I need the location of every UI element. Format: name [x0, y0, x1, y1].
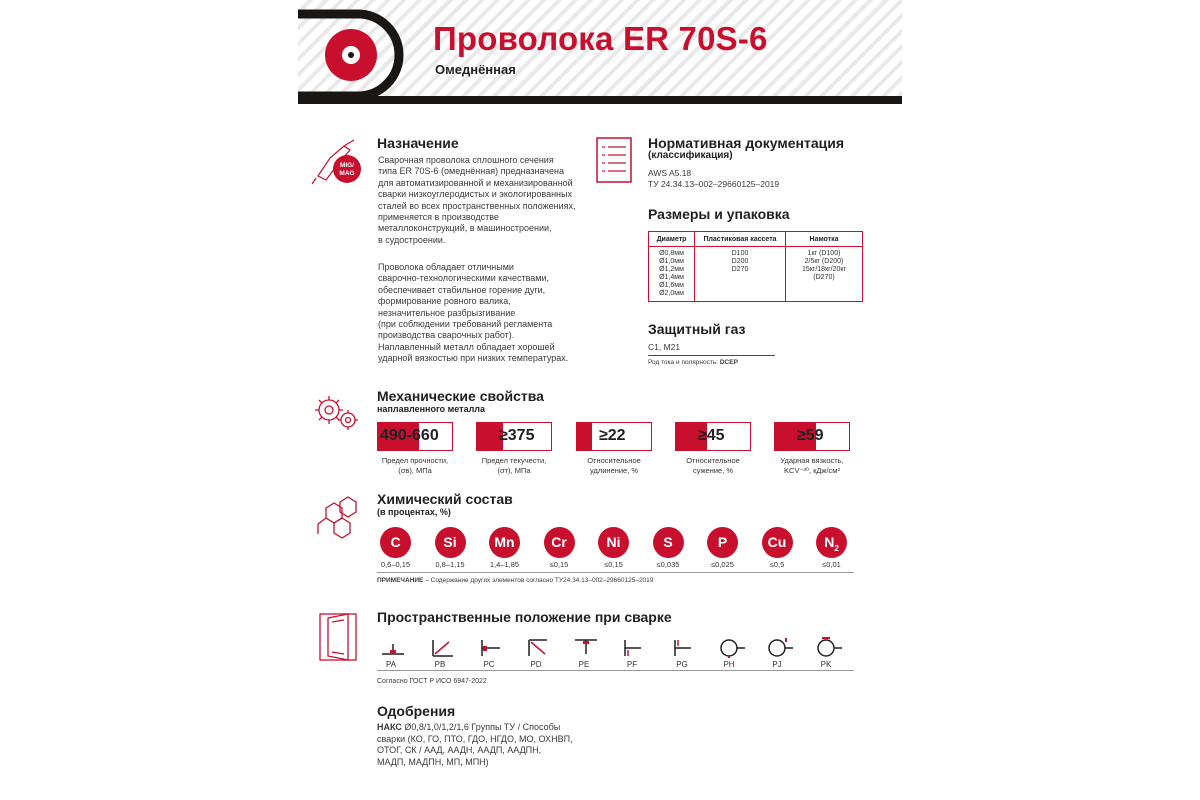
mech-label: Предел текучести, (σт), МПа — [481, 456, 547, 475]
mech-value-box — [774, 422, 850, 451]
mech-label: Предел прочности, (σв), МПа — [381, 456, 449, 475]
datasheet-page — [298, 0, 902, 800]
packaging-table — [648, 231, 863, 302]
chemistry-title: Химический состав — [377, 491, 513, 507]
element-circle-p — [707, 527, 738, 558]
element-value: ≤0,01 — [822, 560, 841, 569]
purpose-paragraph-1: Сварочная проволока сплошного сечения типа ER 70S-6 (омеднённая) предназначена для автоматизированной и механизированной сварки низкоуглеродистых и экологированных сталей во всех пространственных положениях, применяется в производстве металлоконструкций, в машиностроении, в судостроении. — [378, 155, 576, 245]
polarity-line: Род тока и полярность: DCEP — [648, 359, 738, 366]
position-pa-icon — [378, 636, 408, 658]
element-value: 1,4–1,85 — [489, 560, 520, 569]
diameters-cell: Ø0,8мм Ø1,0мм Ø1,2мм Ø1,4мм Ø1,6мм Ø2,0мм — [649, 247, 695, 302]
position-label: PJ — [772, 660, 782, 669]
chemistry-note: ПРИМЕЧАНИЕ – Содержание других элементов согласно ТУ24.34.13–002–29660125–2019 — [377, 577, 654, 584]
gas-title: Защитный газ — [648, 321, 746, 337]
position-label: PA — [385, 660, 397, 669]
docs-list: AWS A5.18 ТУ 24.34.13–002–29660125–2019 — [648, 168, 780, 189]
element-circle-si — [435, 527, 466, 558]
chemistry-subtitle: (в процентах, %) — [377, 507, 451, 517]
position-pk-icon — [813, 636, 843, 658]
gas-value: C1, M21 — [648, 342, 681, 352]
mig-badge-line1: MIG/ — [339, 162, 355, 169]
mech-value-box — [377, 422, 453, 451]
element-symbol: C — [390, 534, 401, 550]
gears-icon — [312, 390, 362, 436]
header-underline — [298, 96, 902, 104]
position-ph-icon — [716, 636, 746, 658]
element-symbol: Si — [443, 534, 457, 550]
element-circle-cr — [544, 527, 575, 558]
element-symbol: Mn — [494, 534, 515, 550]
position-pc-icon — [476, 636, 506, 658]
mech-value-text: ≥59 — [797, 427, 824, 444]
door-frame-icon — [318, 612, 360, 662]
positions-title: Пространственные положение при сварке — [377, 609, 672, 625]
mech-value-box — [675, 422, 751, 451]
position-label: PF — [626, 660, 638, 669]
chemistry-divider — [377, 572, 854, 573]
position-pe-icon — [571, 636, 601, 658]
element-value: ≤0,5 — [769, 560, 785, 569]
approvals-title: Одобрения — [377, 703, 456, 719]
header-banner — [298, 0, 902, 104]
element-circle-mn — [489, 527, 520, 558]
element-circle-ni — [598, 527, 629, 558]
position-label: PC — [483, 660, 495, 669]
molecule-hexagon-icon — [312, 494, 360, 542]
col-winding: Намотка — [786, 232, 863, 247]
packaging-title: Размеры и упаковка — [648, 206, 790, 222]
positions-divider — [377, 670, 854, 671]
element-value: ≤0,025 — [711, 560, 734, 569]
mech-value-box — [476, 422, 552, 451]
element-circle-s — [653, 527, 684, 558]
mech-label: Относительное удлинение, % — [587, 456, 641, 475]
position-label: PD — [530, 660, 542, 669]
mech-value-text: 490-660 — [380, 427, 439, 444]
position-label: PB — [434, 660, 446, 669]
element-subscript: 2 — [834, 543, 839, 553]
element-circle-cu — [762, 527, 793, 558]
position-label: PK — [820, 660, 832, 669]
position-label: PH — [723, 660, 735, 669]
element-circle-c — [380, 527, 411, 558]
mech-label: Ударная вязкость, KCV⁻³⁰, кДж/см² — [780, 456, 844, 475]
element-value: ≤0,15 — [604, 560, 623, 569]
element-value: ≤0,15 — [549, 560, 569, 569]
mig-badge-line2: MAG — [339, 170, 355, 177]
element-value: 0,6–0,15 — [380, 560, 411, 569]
position-pg-icon — [669, 636, 699, 658]
position-pd-icon — [523, 636, 553, 658]
document-list-icon — [596, 137, 634, 185]
welding-torch-icon — [310, 138, 370, 188]
purpose-paragraph-2: Проволока обладает отличными сварочно-технологическими качествами, обеспечивает стабильное горение дуги, формирование ровного валика, незначительное разбрызгивание (при соблюдении требований регламента производства сварочных работ). Наплавленный металл обладает хорошей ударной вязкостью при низких температурах. — [378, 262, 569, 364]
element-symbol: Ni — [606, 534, 621, 550]
gas-divider — [648, 355, 775, 356]
purpose-title: Назначение — [377, 135, 459, 151]
position-label: PE — [578, 660, 590, 669]
col-diameter: Диаметр — [649, 232, 695, 247]
element-symbol: N — [824, 534, 835, 550]
element-symbol: P — [717, 534, 728, 550]
mechanical-title: Механические свойства — [377, 388, 544, 404]
cassettes-cell: D100 D200 D270 — [695, 247, 786, 302]
mech-label: Относительное сужение, % — [686, 456, 740, 475]
col-cassette: Пластиковая кассета — [695, 232, 786, 247]
docs-subtitle: (классификация) — [648, 150, 733, 161]
element-circle-n — [816, 527, 847, 558]
mechanical-subtitle: наплавленного металла — [377, 404, 486, 414]
winding-cell: 1кг (D100) 2/5кг (D200) 15кг/18кг/20кг (D270) — [786, 247, 863, 302]
product-title: Проволока ER 70S-6 — [433, 20, 768, 57]
element-symbol: S — [663, 534, 673, 550]
product-subtitle: Омеднённая — [435, 62, 516, 77]
element-symbol: Cu — [767, 534, 787, 550]
element-value: 0,8–1,15 — [435, 560, 465, 569]
docs-title: Нормативная документация — [648, 135, 845, 151]
spool-logo-icon — [298, 0, 428, 104]
positions-footnote: Согласно ГОСТ Р ИСО 6947-2022 — [377, 678, 487, 685]
mech-value-text: ≥22 — [599, 427, 626, 444]
mech-value-text: ≥45 — [698, 427, 725, 444]
element-symbol: Cr — [551, 534, 567, 550]
position-pb-icon — [427, 636, 457, 658]
mech-value-text: ≥375 — [499, 427, 535, 444]
position-pf-icon — [619, 636, 649, 658]
element-value: ≤0,035 — [656, 560, 680, 569]
approvals-text: НАКС Ø0,8/1,0/1,2/1,6 Группы ТУ / Способы сварки (КО, ГО, ПТО, ГДО, НГДО, МО, ОХНВП, ОТОГ, СК / ААД, ААДН, ААДП, ААДПН, МАДП, МАДПН, МП, МПН) — [377, 722, 573, 767]
position-label: PG — [676, 660, 688, 669]
position-pj-icon — [764, 636, 794, 658]
mech-value-box — [576, 422, 652, 451]
